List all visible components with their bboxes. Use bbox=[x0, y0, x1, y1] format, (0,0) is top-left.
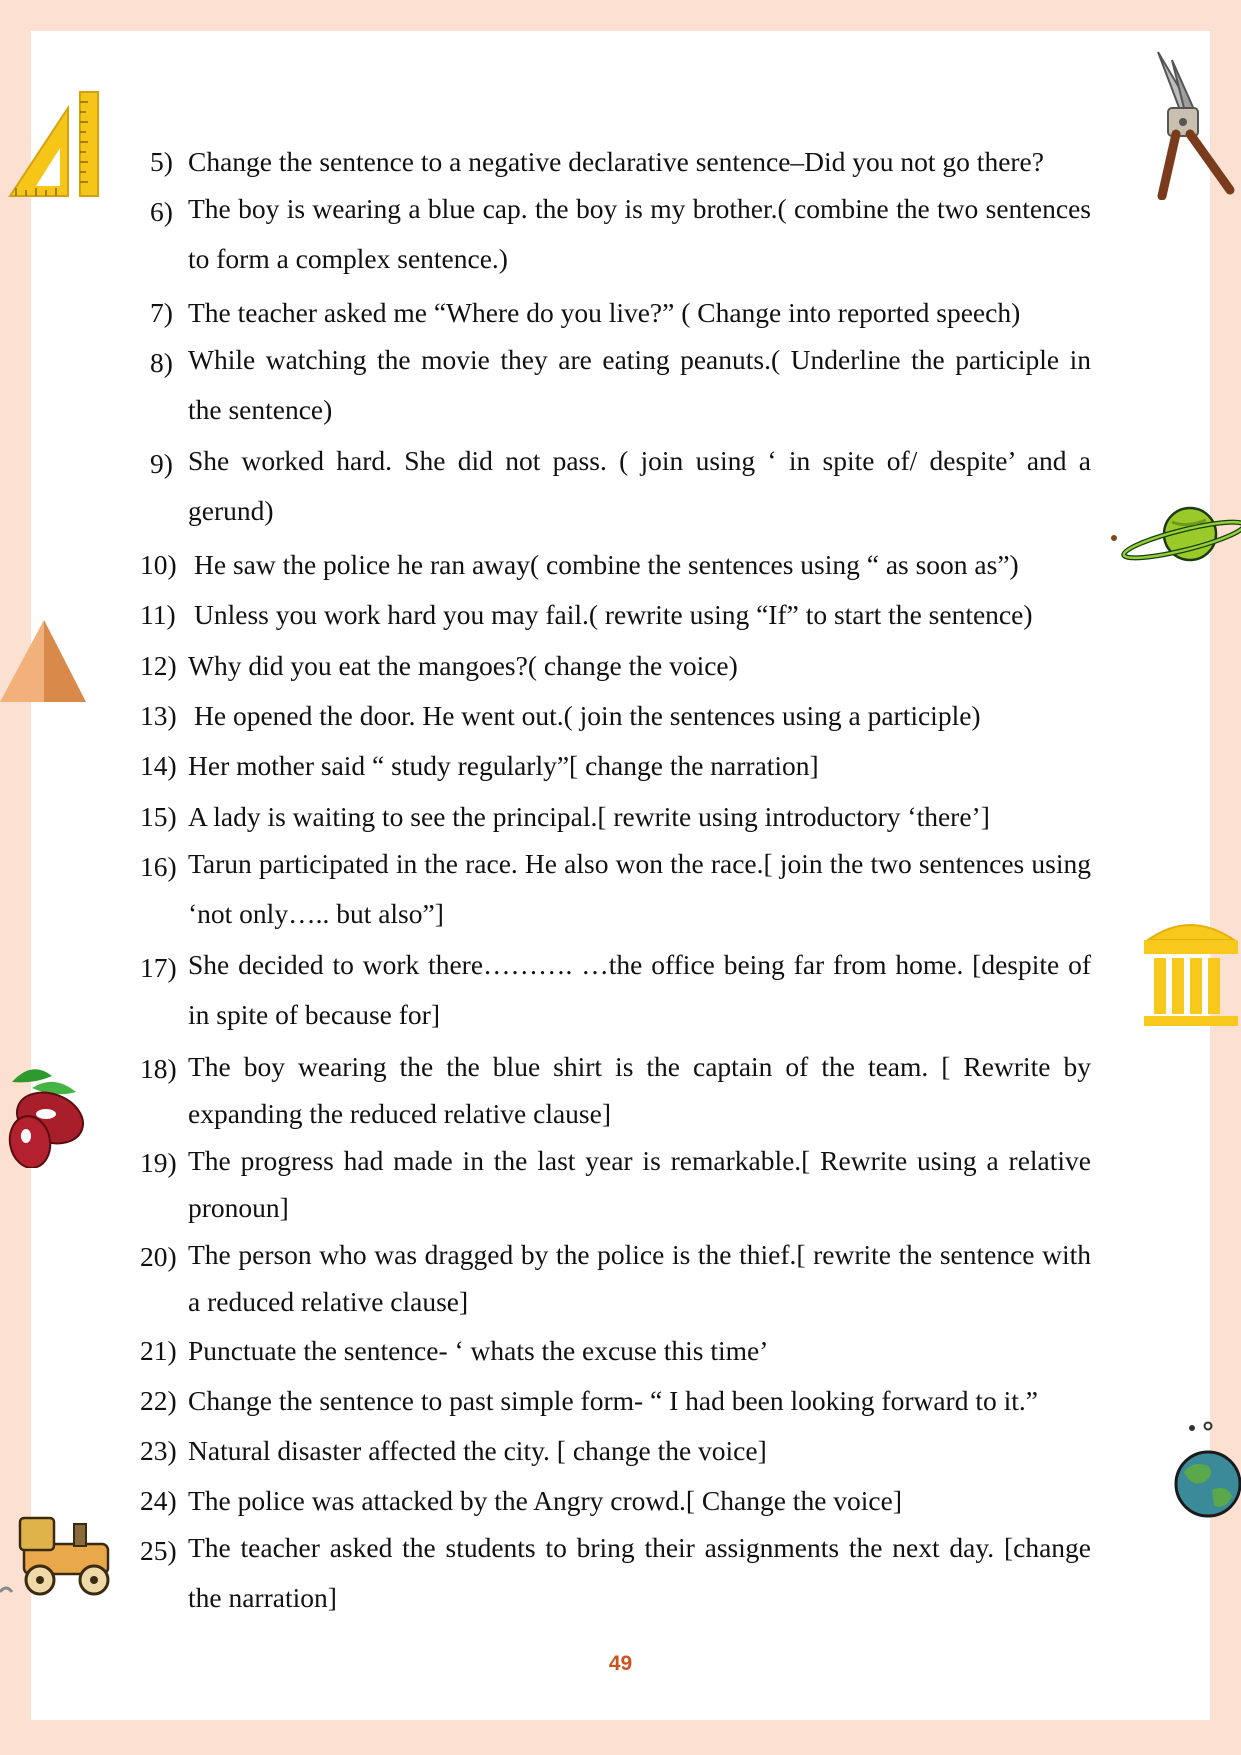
pyramid-icon bbox=[0, 616, 88, 706]
item-text: The teacher asked me “Where do you live?” ( Change into reported speech) bbox=[188, 297, 1021, 328]
list-item bbox=[140, 1435, 1091, 1467]
item-text: The boy is wearing a blue cap. the boy is my brother.( combine the two sentences to form a complex sentence.) bbox=[188, 193, 1091, 274]
item-text: The person who was dragged by the police is the thief.[ rewrite the sentence with a reduced relative clause] bbox=[188, 1239, 1091, 1317]
item-text: She worked hard. She did not pass. ( join using ‘ in spite of/ despite’ and a gerund) bbox=[188, 445, 1091, 526]
item-number: 23) bbox=[140, 1435, 177, 1466]
item-text: He opened the door. He went out.( join the sentences using a participle) bbox=[194, 700, 981, 731]
list-item bbox=[140, 146, 1091, 178]
list-item bbox=[140, 549, 1091, 581]
item-text: The progress had made in the last year is remarkable.[ Rewrite using a relative pronoun] bbox=[188, 1145, 1091, 1223]
set-square-ruler-icon bbox=[2, 88, 102, 200]
list-item bbox=[140, 193, 1091, 284]
item-text: Punctuate the sentence- ‘ whats the excuse this time’ bbox=[188, 1335, 769, 1366]
item-number: 15) bbox=[140, 801, 177, 832]
item-number: 17) bbox=[140, 952, 177, 983]
list-item bbox=[140, 949, 1091, 1040]
item-text: The boy wearing the the blue shirt is the captain of the team. [ Rewrite by expanding the reduced relative clause] bbox=[188, 1051, 1091, 1129]
list-item bbox=[140, 750, 1091, 782]
list-item bbox=[140, 1335, 1091, 1367]
globe-icon bbox=[1168, 1420, 1241, 1520]
list-item bbox=[140, 700, 1091, 732]
list-item bbox=[140, 848, 1091, 939]
list-item bbox=[140, 445, 1091, 536]
item-number: 14) bbox=[140, 750, 177, 781]
list-item bbox=[140, 1053, 1091, 1137]
item-number: 10) bbox=[140, 549, 177, 580]
item-number: 21) bbox=[140, 1335, 177, 1366]
item-number: 12) bbox=[140, 650, 177, 681]
item-text: He saw the police he ran away( combine the sentences using “ as soon as”) bbox=[194, 549, 1019, 580]
item-text: Change the sentence to past simple form- “ I had been looking forward to it.” bbox=[188, 1385, 1038, 1416]
item-number: 16) bbox=[140, 851, 177, 882]
item-number: 24) bbox=[140, 1485, 177, 1516]
pruning-shears-icon bbox=[1150, 50, 1240, 200]
item-number: 22) bbox=[140, 1385, 177, 1416]
item-text: Why did you eat the mangoes?( change the voice) bbox=[188, 650, 738, 681]
list-item bbox=[140, 1385, 1091, 1417]
item-text: Her mother said “ study regularly”[ change the narration] bbox=[188, 750, 819, 781]
saturn-planet-icon bbox=[1110, 500, 1241, 575]
kidney-beans-icon bbox=[2, 1060, 88, 1168]
item-text: Change the sentence to a negative declarative sentence–Did you not go there? bbox=[188, 146, 1044, 177]
item-number: 7) bbox=[150, 297, 173, 328]
item-number: 20) bbox=[140, 1241, 177, 1272]
item-number: 9) bbox=[150, 448, 173, 479]
item-text: While watching the movie they are eating peanuts.( Underline the participle in the sentence) bbox=[188, 344, 1091, 425]
item-number: 25) bbox=[140, 1535, 177, 1566]
item-number: 5) bbox=[150, 146, 173, 177]
list-item bbox=[140, 801, 1091, 833]
item-text: The teacher asked the students to bring their assignments the next day. [change the narration] bbox=[188, 1532, 1091, 1613]
list-item bbox=[140, 650, 1091, 682]
item-number: 13) bbox=[140, 700, 177, 731]
item-text: The police was attacked by the Angry crowd.[ Change the voice] bbox=[188, 1485, 902, 1516]
list-item bbox=[140, 1147, 1091, 1231]
item-text: A lady is waiting to see the principal.[ rewrite using introductory ‘there’] bbox=[188, 801, 990, 832]
list-item bbox=[140, 599, 1091, 631]
item-number: 6) bbox=[150, 196, 173, 227]
list-item bbox=[140, 1241, 1091, 1325]
item-text: Unless you work hard you may fail.( rewrite using “If” to start the sentence) bbox=[194, 599, 1033, 630]
item-text: Natural disaster affected the city. [ change the voice] bbox=[188, 1435, 767, 1466]
item-text: She decided to work there………. …the office being far from home. [despite of in spite of because for] bbox=[188, 949, 1091, 1030]
page-number: 49 bbox=[608, 1652, 633, 1675]
list-item bbox=[140, 1485, 1091, 1517]
item-number: 19) bbox=[140, 1147, 177, 1178]
item-text: Tarun participated in the race. He also won the race.[ join the two sentences using ‘not only….. but also”] bbox=[188, 848, 1091, 929]
list-item bbox=[140, 344, 1091, 435]
steam-locomotive-icon bbox=[0, 1500, 128, 1600]
greek-temple-icon bbox=[1140, 912, 1241, 1030]
item-number: 8) bbox=[150, 347, 173, 378]
item-number: 18) bbox=[140, 1053, 177, 1084]
list-item bbox=[140, 1532, 1091, 1623]
item-number: 11) bbox=[140, 599, 176, 630]
list-item bbox=[140, 297, 1091, 329]
